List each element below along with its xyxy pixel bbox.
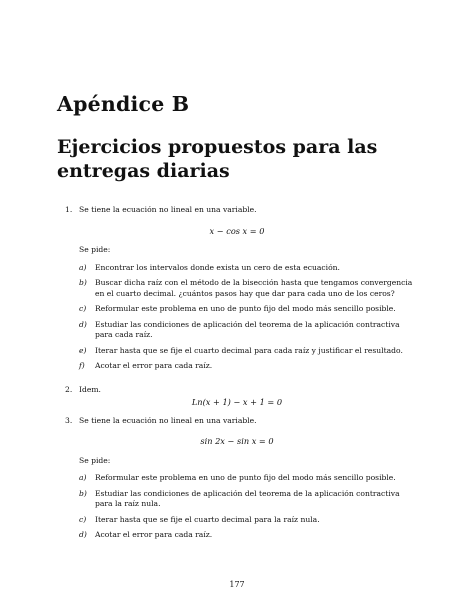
sub-item [79,361,417,372]
sub-item-list [79,263,417,372]
sub-item-label: d) [79,530,87,539]
sub-item-text: Estudiar las condiciones de aplicación del teorema de la aplicación contractiva para la raíz nula. [95,488,400,508]
sub-item-text: Iterar hasta que se fije el cuarto decimal para cada raíz y justificar el resultado. [95,345,403,355]
sub-item-label: b) [79,278,87,287]
exercise-3 [57,416,417,541]
exercise-2 [57,385,417,408]
se-pide-label: Se pide: [79,245,111,254]
sub-item-label: a) [79,473,87,482]
sub-item [79,320,417,341]
sub-item [79,346,417,357]
sub-item-label: c) [79,304,87,313]
section-title: Ejercicios propuestos para las entregas diarias [57,136,378,182]
sub-item-text: Reformular este problema en uno de punto fijo del modo más sencillo posible. [95,473,396,482]
sub-item-text: Buscar dicha raíz con el método de la bisección hasta que tengamos convergencia en el cuarto decimal. ¿cuántos pasos hay que dar para cada uno de los ceros? [95,278,413,298]
exercise-number: 3. [65,415,73,425]
sub-item-label: d) [79,319,87,329]
sub-item-label: c) [79,514,87,524]
page-number: 177 [229,580,245,589]
sub-item [79,473,417,484]
sub-item-text: Encontrar los intervalos donde exista un cero de esta ecuación. [95,262,340,272]
sub-item [79,278,417,299]
sub-item-text: Estudiar las condiciones de aplicación del teorema de la aplicación contractiva para cada raíz. [95,319,400,339]
equation: x − cos x = 0 [209,225,265,236]
exercise-list [57,205,417,546]
sub-item [79,515,417,526]
sub-item-label: b) [79,488,87,498]
exercise-1 [57,205,417,372]
sub-item-label: e) [79,345,87,355]
sub-item-text: Acotar el error para cada raíz. [95,361,213,370]
exercise-statement: Se tiene la ecuación no lineal en una variable. [79,205,257,214]
sub-item [79,263,417,274]
sub-item-text: Iterar hasta que se fije el cuarto decimal para la raíz nula. [95,514,320,524]
exercise-number: 1. [65,205,73,214]
sub-item [79,489,417,510]
sub-item-list [79,473,417,541]
sub-item-text: Acotar el error para cada raíz. [95,530,213,539]
exercise-statement: Idem. [79,384,101,394]
sub-item-text: Reformular este problema en uno de punto fijo del modo más sencillo posible. [95,304,396,313]
sub-item [79,304,417,315]
appendix-title: Apéndice B [57,92,190,116]
equation: sin 2x − sin x = 0 [200,436,274,446]
equation: Ln(x + 1) − x + 1 = 0 [191,397,283,407]
se-pide-label: Se pide: [79,455,111,465]
exercise-number: 2. [65,384,73,394]
exercise-statement: Se tiene la ecuación no lineal en una variable. [79,415,257,425]
sub-item-label: a) [79,262,87,272]
sub-item-label: f) [79,361,85,370]
sub-item [79,530,417,541]
